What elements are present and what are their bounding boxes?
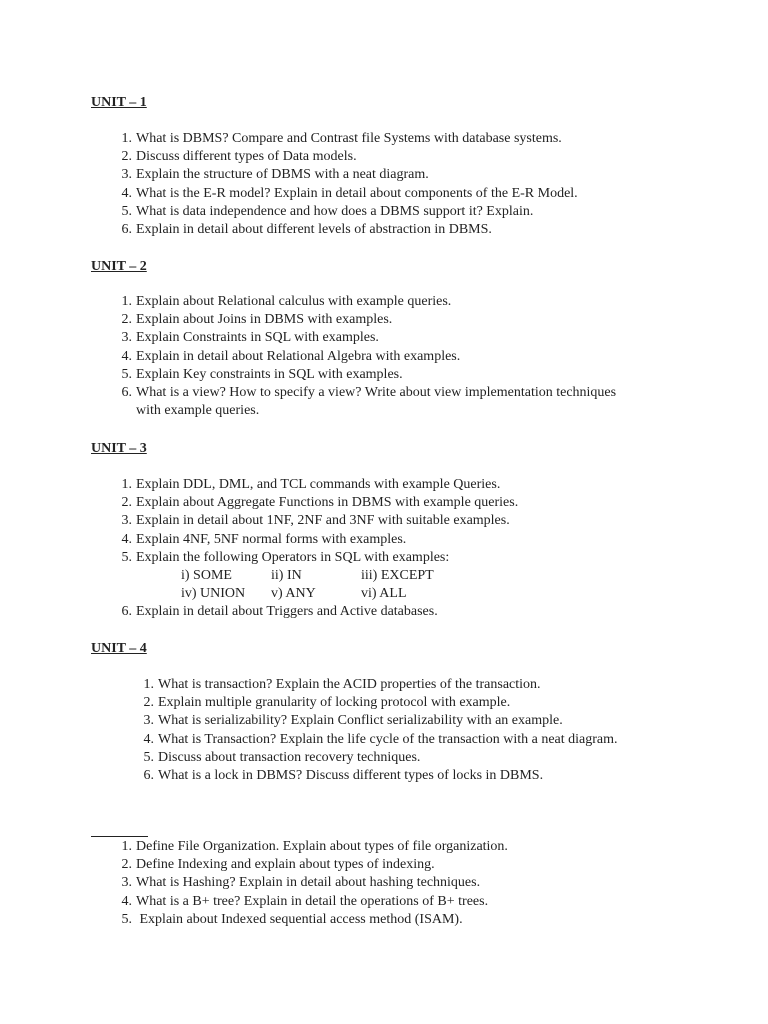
operator-in: ii) IN [271, 568, 302, 584]
list-item: 4. What is Transaction? Explain the life cycle of the transaction with a neat diagram. [143, 731, 618, 747]
list-item: 3. What is Hashing? Explain in detail about hashing techniques. [121, 875, 481, 891]
list-item: 2. Explain multiple granularity of locking protocol with example. [143, 695, 511, 711]
unit-4-questions [143, 676, 628, 785]
unit-4-heading: UNIT – 4 [91, 641, 147, 656]
unit-5-questions [121, 838, 656, 929]
operator-some: i) SOME [181, 568, 232, 584]
list-item: 3. Explain in detail about 1NF, 2NF and 3NF with suitable examples. [121, 513, 510, 529]
operator-except: iii) EXCEPT [361, 568, 434, 584]
list-item: 4. What is the E-R model? Explain in detail about components of the E-R Model. [121, 185, 578, 201]
list-item: 5. Discuss about transaction recovery techniques. [143, 749, 421, 765]
list-item: 5. What is data independence and how does a DBMS support it? Explain. [121, 203, 534, 219]
unit-3-heading: UNIT – 3 [91, 441, 147, 456]
list-item: 4. What is a B+ tree? Explain in detail the operations of B+ trees. [121, 893, 489, 909]
list-item: 6. Explain in detail about Triggers and Active databases. [121, 604, 438, 620]
list-item: 6. Explain in detail about different levels of abstraction in DBMS. [121, 222, 492, 238]
list-item: 6. What is a lock in DBMS? Discuss different types of locks in DBMS. [143, 768, 544, 784]
unit-3-questions [121, 476, 656, 622]
unit-5-heading-underline [91, 836, 148, 837]
unit-1-heading: UNIT – 1 [91, 95, 147, 110]
list-item: 3. Explain Constraints in SQL with examples. [121, 330, 379, 346]
operator-all: vi) ALL [361, 586, 407, 602]
list-item: 4. Explain in detail about Relational Algebra with examples. [121, 348, 461, 364]
list-item: 2. Define Indexing and explain about types of indexing. [121, 857, 435, 873]
operator-union: iv) UNION [181, 586, 246, 602]
list-item: 6. What is a view? How to specify a view? Write about view implementation techniques with example queries. [121, 385, 617, 419]
operator-any: v) ANY [271, 586, 316, 602]
list-item: 4. Explain 4NF, 5NF normal forms with examples. [121, 531, 407, 547]
list-item: 3. Explain the structure of DBMS with a neat diagram. [121, 167, 429, 183]
list-item: 2. Explain about Joins in DBMS with examples. [121, 312, 393, 328]
list-item: 2. Explain about Aggregate Functions in DBMS with example queries. [121, 495, 519, 511]
list-item: 1. What is DBMS? Compare and Contrast file Systems with database systems. [121, 131, 562, 146]
list-item: 1. Explain about Relational calculus with example queries. [121, 294, 452, 309]
unit-2-heading: UNIT – 2 [91, 259, 147, 274]
list-item: 1. Explain DDL, DML, and TCL commands with example Queries. [121, 477, 501, 492]
list-item: 5. Explain about Indexed sequential access method (ISAM). [121, 911, 463, 927]
list-item: 5. Explain the following Operators in SQL with examples: i) SOME ii) IN iii) EXCEPT iv) UNION v) ANY vi) ALL [136, 549, 656, 604]
unit-1-questions [121, 130, 676, 239]
sql-operators-list [181, 567, 656, 603]
list-item: 2. Discuss different types of Data models. [121, 149, 357, 165]
list-item: 1. What is transaction? Explain the ACID properties of the transaction. [143, 677, 541, 692]
list-item: 3. What is serializability? Explain Conflict serializability with an example. [143, 713, 563, 729]
list-item: 5. Explain Key constraints in SQL with examples. [121, 366, 403, 382]
list-item: 1. Define File Organization. Explain about types of file organization. [121, 839, 508, 854]
unit-2-questions [121, 293, 626, 420]
